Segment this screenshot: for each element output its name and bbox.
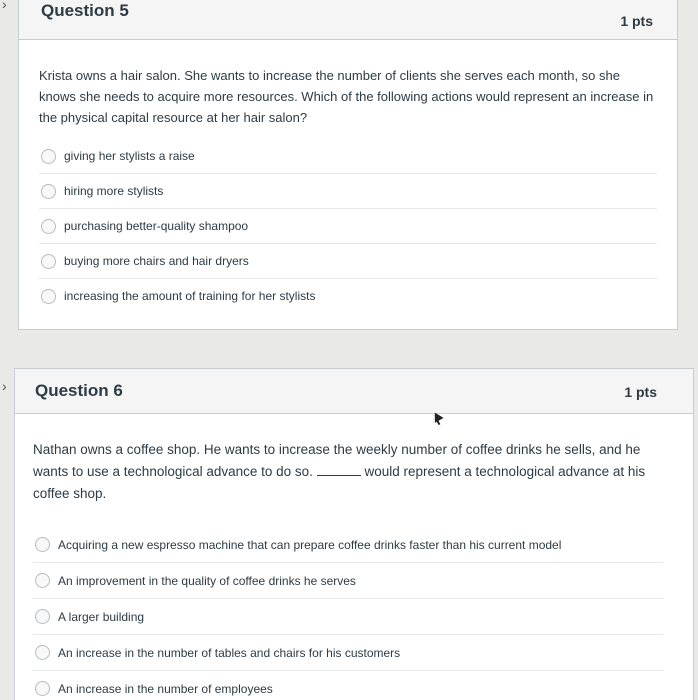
answer-label: An increase in the number of employees (58, 681, 273, 696)
radio-button[interactable] (35, 681, 50, 696)
answer-option[interactable] (33, 670, 663, 700)
question-points: 1 pts (620, 13, 653, 29)
radio-button[interactable] (35, 537, 50, 552)
question-5-card (18, 0, 678, 330)
chevron-right-icon: › (2, 378, 7, 394)
question-text-after: would represent a technological advance at his coffee shop. (33, 464, 646, 501)
answer-option[interactable] (39, 278, 657, 313)
radio-button[interactable] (35, 645, 50, 660)
radio-button[interactable] (41, 149, 56, 164)
question-text-before: Nathan owns a coffee shop. He wants to increase the weekly number of coffee drinks he sells, and he wants to use a technological advance to do so. (33, 442, 641, 479)
question-points: 1 pts (624, 384, 657, 400)
question-title: Question 5 (41, 1, 129, 20)
answer-option[interactable] (33, 527, 663, 562)
question-text (33, 439, 673, 505)
answer-option[interactable] (39, 139, 657, 173)
answer-option[interactable] (33, 598, 663, 634)
answer-label: An improvement in the quality of coffee drinks he serves (58, 573, 356, 588)
chevron-right-icon: › (2, 0, 7, 12)
answer-option[interactable] (33, 562, 663, 598)
answer-label: Acquiring a new espresso machine that can prepare coffee drinks faster than his current model (58, 537, 562, 552)
answer-label: hiring more stylists (64, 184, 164, 198)
answer-option[interactable] (39, 173, 657, 208)
answer-label: purchasing better-quality shampoo (64, 219, 249, 233)
fill-in-blank (317, 463, 361, 476)
radio-button[interactable] (41, 184, 56, 199)
answer-option[interactable] (39, 208, 657, 243)
radio-button[interactable] (41, 219, 56, 234)
answer-label: giving her stylists a raise (64, 149, 195, 163)
answer-label: A larger building (58, 609, 145, 624)
question-header (15, 369, 693, 414)
question-title: Question 6 (35, 381, 123, 400)
radio-button[interactable] (35, 573, 50, 588)
answer-label: An increase in the number of tables and chairs for his customers (58, 645, 401, 660)
answer-option[interactable] (39, 243, 657, 278)
answer-list (39, 139, 657, 313)
question-text: Krista owns a hair salon. She wants to increase the number of clients she serves each month, so she knows she needs to acquire more resources. Which of the following actions would represent an increase in the physical capital resource at her hair salon? (39, 68, 654, 125)
radio-button[interactable] (35, 609, 50, 624)
question-6-card (14, 368, 694, 700)
answer-option[interactable] (33, 634, 663, 670)
radio-button[interactable] (41, 254, 56, 269)
answer-list (33, 527, 663, 700)
question-header (19, 0, 677, 40)
radio-button[interactable] (41, 289, 56, 304)
answer-label: increasing the amount of training for her stylists (64, 289, 316, 303)
answer-label: buying more chairs and hair dryers (64, 254, 249, 268)
